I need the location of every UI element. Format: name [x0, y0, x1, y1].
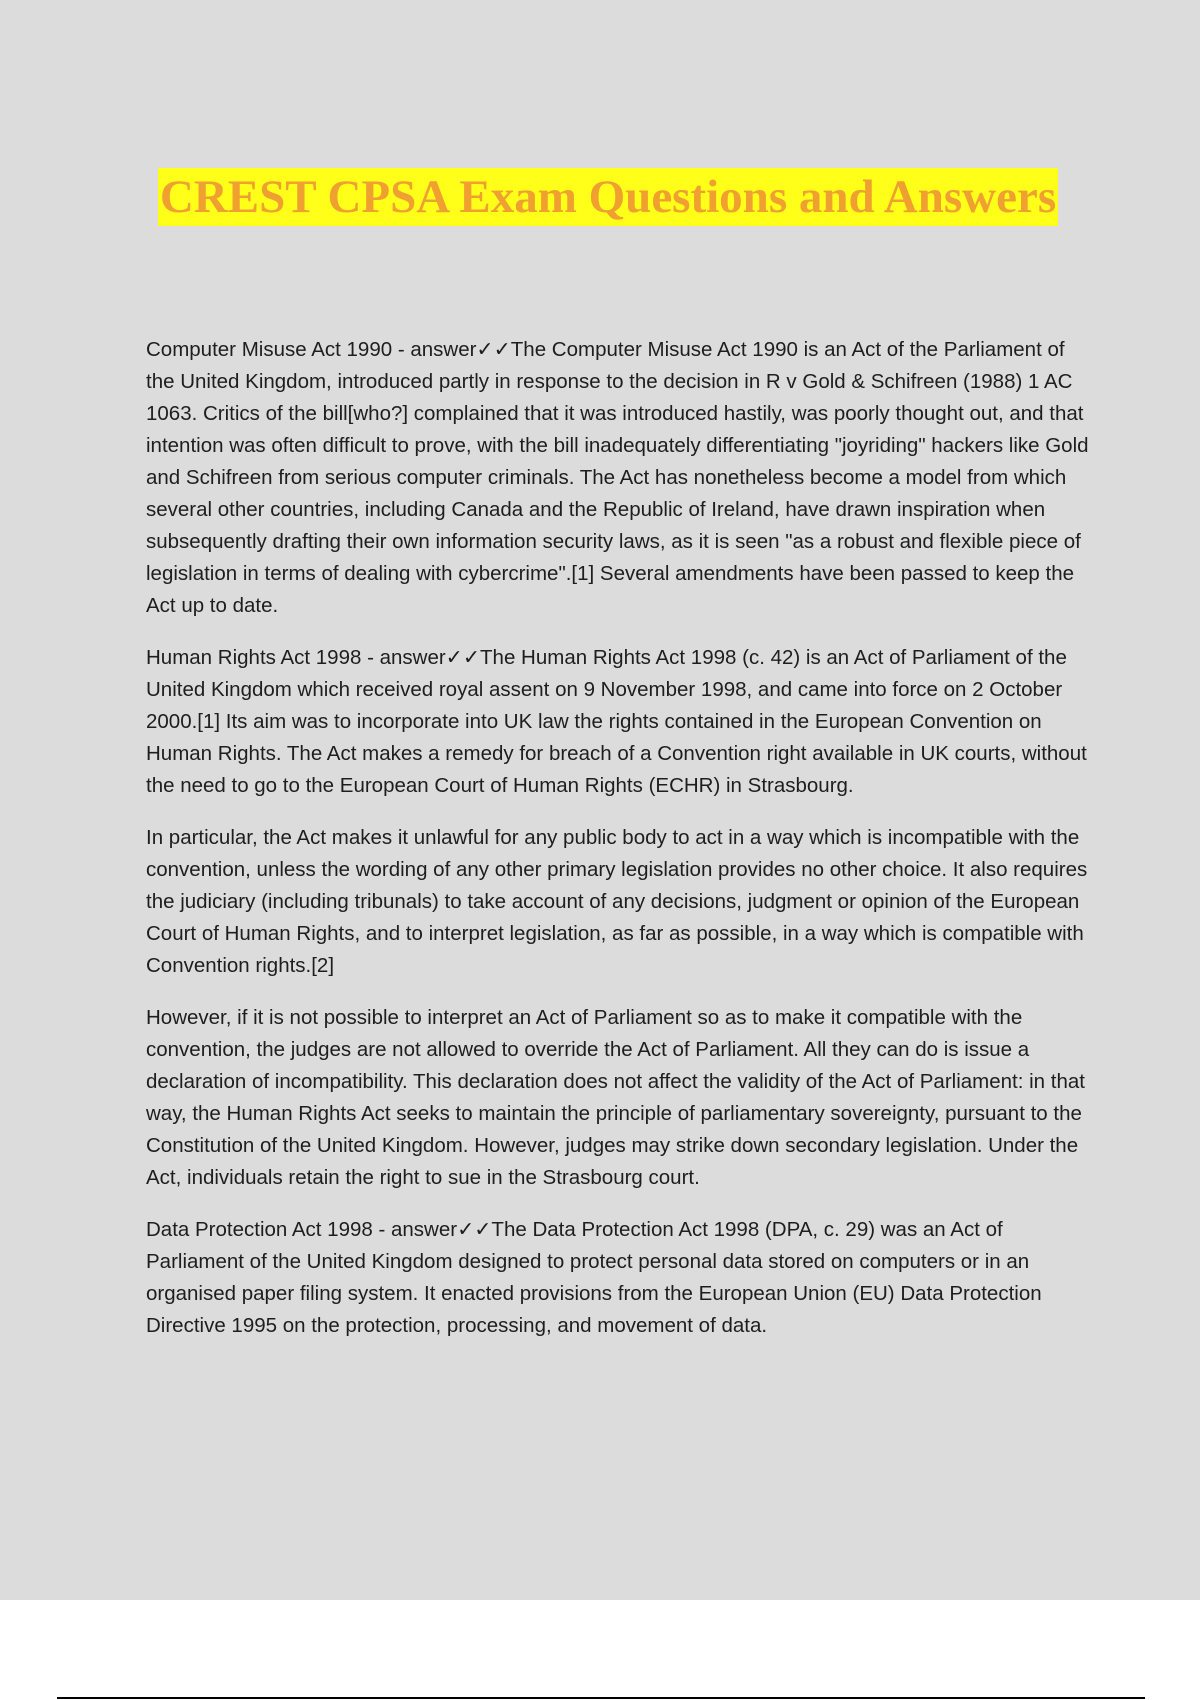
paragraph-human-rights-act-however: However, if it is not possible to interpret an Act of Parliament so as to make it compatible with the convention, the judges are not allowed to override the Act of Parliament. All they can do is issue a declaration of incompatibility. This declaration does not affect the validity of the Act of Parliament: in that way, the Human Rights Act seeks to maintain the principle of parliamentary sovereignty, pursuant to the Constitution of the United Kingdom. However, judges may strike down secondary legislation. Under the Act, individuals retain the right to sue in the Strasbourg court.	[146, 1006, 1085, 1189]
title-container	[0, 168, 1200, 226]
document-body	[146, 334, 1092, 1362]
footer-divider	[57, 1697, 1145, 1699]
paragraph-computer-misuse-act: Computer Misuse Act 1990 - answer✓✓The Computer Misuse Act 1990 is an Act of the Parliament of the United Kingdom, introduced partly in response to the decision in R v Gold & Schifreen (1988) 1 AC 1063. Critics of the bill[who?] complained that it was introduced hastily, was poorly thought out, and that intention was often difficult to prove, with the bill inadequately differentiating "joyriding" hackers like Gold and Schifreen from serious computer criminals. The Act has nonetheless become a model from which several other countries, including Canada and the Republic of Ireland, have drawn inspiration when subsequently drafting their own information security laws, as it is seen "as a robust and flexible piece of legislation in terms of dealing with cybercrime".[1] Several amendments have been passed to keep the Act up to date.	[146, 338, 1089, 617]
paragraph-human-rights-act: Human Rights Act 1998 - answer✓✓The Human Rights Act 1998 (c. 42) is an Act of Parliament of the United Kingdom which received royal assent on 9 November 1998, and came into force on 2 October 2000.[1] Its aim was to incorporate into UK law the rights contained in the European Convention on Human Rights. The Act makes a remedy for breach of a Convention right available in UK courts, without the need to go to the European Court of Human Rights (ECHR) in Strasbourg.	[146, 646, 1087, 797]
paragraph-human-rights-act-particular: In particular, the Act makes it unlawful for any public body to act in a way which is incompatible with the convention, unless the wording of any other primary legislation provides no other choice. It also requires the judiciary (including tribunals) to take account of any decisions, judgment or opinion of the European Court of Human Rights, and to interpret legislation, as far as possible, in a way which is compatible with Convention rights.[2]	[146, 826, 1088, 977]
document-title: CREST CPSA Exam Questions and Answers	[158, 168, 1058, 226]
paragraph-data-protection-act: Data Protection Act 1998 - answer✓✓The Data Protection Act 1998 (DPA, c. 29) was an Act of Parliament of the United Kingdom designed to protect personal data stored on computers or in an organised paper filing system. It enacted provisions from the European Union (EU) Data Protection Directive 1995 on the protection, processing, and movement of data.	[146, 1218, 1042, 1337]
